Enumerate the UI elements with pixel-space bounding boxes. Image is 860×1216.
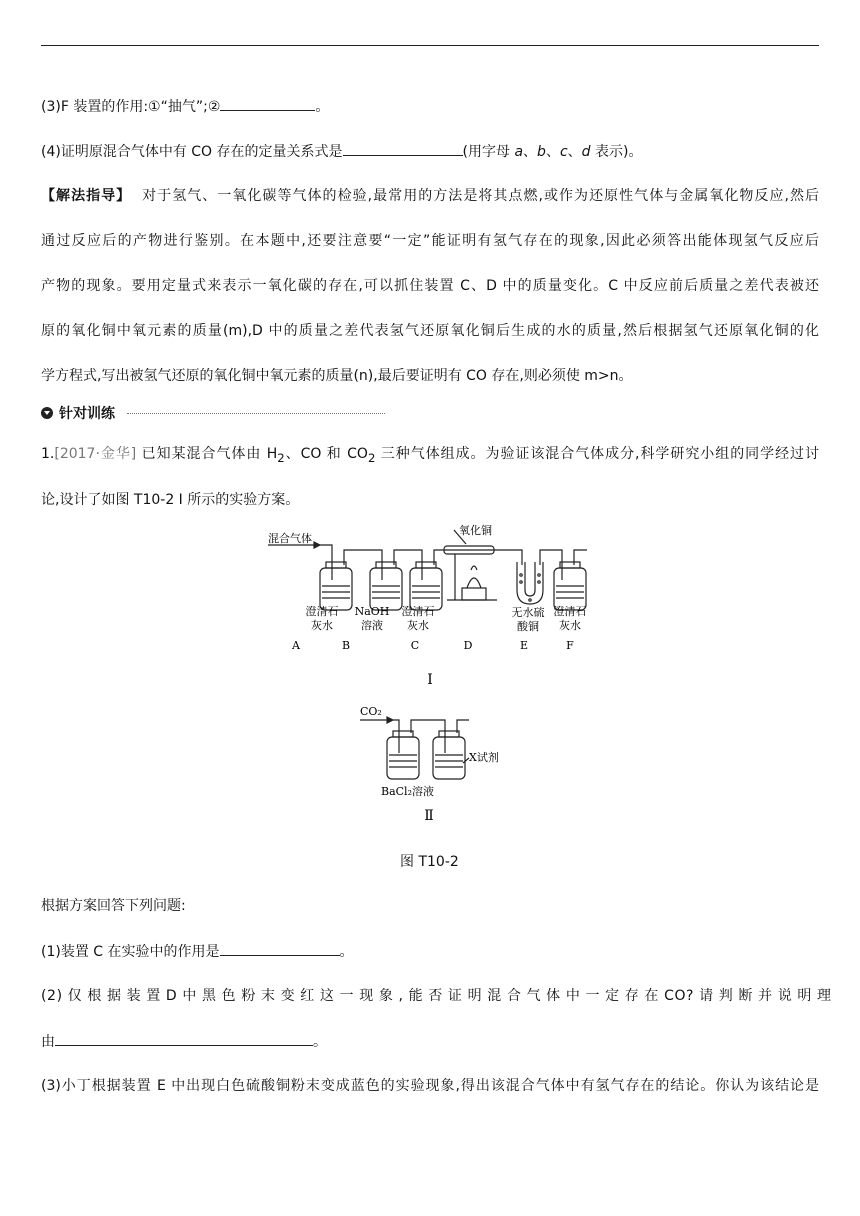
guide-line-3: 产物的现象。要用定量式来表示一氧化碳的存在,可以抓住装置 C、D 中的质量变化。C 中反应前后质量之差代表被还 — [41, 278, 819, 294]
svg-text:无水硫: 无水硫 — [511, 606, 545, 619]
triangle-down-icon — [41, 407, 53, 419]
sub-question-2: (2) 仅 根 据 装 置 D 中 黑 色 粉 末 变 红 这 一 现 象 , 能 否 证 明 混 合 气 体 中 一 定 存 在 CO? 请 判 断 并 说 明 理 — [41, 988, 832, 1004]
svg-text:灰水: 灰水 — [311, 619, 333, 632]
svg-text:溶液: 溶液 — [361, 619, 383, 632]
apparatus-d — [444, 530, 497, 600]
figure-caption: 图 T10-2 — [400, 854, 459, 870]
guide-line-2: 通过反应后的产物进行鉴别。在本题中,还要注意要“一定”能证明有氢气存在的现象,因此必须答出能体现氢气反应后 — [41, 233, 819, 249]
svg-text:C: C — [410, 639, 420, 652]
guide-line-4: 原的氧化铜中氧元素的质量(m),D 中的质量之差代表氢气还原氧化铜后生成的水的质量,然后根据氢气还原氧化铜的化 — [41, 323, 819, 339]
problem-1-line-2: 论,设计了如图 T10-2 Ⅰ 所示的实验方案。 — [41, 492, 300, 508]
guide-label: 【解法指导】 — [41, 188, 132, 204]
svg-text:澄清石: 澄清石 — [401, 605, 435, 618]
svg-text:A: A — [292, 639, 300, 652]
header-rule — [41, 45, 819, 46]
q4-text: (4)证明原混合气体中有 CO 存在的定量关系式是 — [41, 144, 343, 160]
svg-text:澄清石: 澄清石 — [305, 605, 339, 618]
apparatus-e — [517, 562, 543, 604]
svg-text:灰水: 灰水 — [559, 619, 581, 632]
q3-answer-blank[interactable] — [220, 96, 315, 111]
svg-text:E: E — [519, 639, 529, 652]
bottle-f — [554, 562, 586, 610]
sub-question-2-line-2: 由 。 — [41, 1031, 327, 1052]
section-divider — [127, 413, 385, 414]
fig1-roman-label: Ⅰ — [427, 672, 433, 688]
fig2-x-label: X试剂 — [469, 751, 499, 764]
sub-question-3: (3)小丁根据装置 E 中出现白色硫酸铜粉末变成蓝色的实验现象,得出该混合气体中有氢气存在的结论。你认为该结论是 — [41, 1078, 819, 1094]
svg-text:NaOH: NaOH — [354, 605, 390, 618]
sq1-answer-blank[interactable] — [220, 941, 340, 956]
apparatus-figure-2 — [355, 703, 515, 825]
question-3: (3)F 装置的作用:①“抽气”;② 。 — [41, 96, 329, 117]
bottle-b — [370, 562, 402, 610]
sub-question-1: (1)装置 C 在实验中的作用是 。 — [41, 941, 354, 962]
section-heading — [41, 404, 115, 424]
apparatus-figure-1 — [262, 520, 602, 695]
q3-text: (3)F 装置的作用:①“抽气”;② — [41, 99, 221, 115]
sq2-answer-blank[interactable] — [55, 1031, 313, 1046]
q4-answer-blank[interactable] — [343, 141, 463, 156]
fig2-gas-label: CO₂ — [360, 705, 382, 718]
bottle-c — [410, 562, 442, 610]
problem-1-line-1: 1.[2017·金华] 已知某混合气体由 $H_2$、CO 和 $CO_2$ 三种气体组成。为验证该混合气体成分,科学研究小组的同学经过讨 — [41, 446, 819, 465]
bottle-a — [320, 562, 352, 610]
svg-text:F: F — [566, 639, 574, 652]
guide-line-1: 【解法指导】 对于氢气、一氧化碳等气体的检验,最常用的方法是将其点燃,或作为还原性气体与金属氧化物反应,然后 — [41, 188, 819, 204]
problem-source: [2017·金华] — [54, 446, 137, 462]
fig2-bacl2-label: BaCl₂溶液 — [381, 785, 434, 798]
guide-line-5: 学方程式,写出被氢气还原的氧化铜中氧元素的质量(n),最后要证明有 CO 存在,则必须使 m>n。 — [41, 368, 633, 384]
fig2-roman-label: Ⅱ — [424, 808, 434, 824]
svg-text:酸铜: 酸铜 — [517, 620, 539, 633]
svg-text:澄清石: 澄清石 — [553, 605, 587, 618]
section-title: 针对训练 — [59, 406, 115, 422]
fig1-gas-label: 混合气体 — [268, 532, 312, 545]
svg-text:B: B — [341, 639, 351, 652]
answer-intro: 根据方案回答下列问题: — [41, 898, 186, 914]
fig1-cuo-label: 氧化铜 — [459, 524, 492, 537]
svg-text:D: D — [463, 639, 473, 652]
svg-text:灰水: 灰水 — [407, 619, 429, 632]
question-4: (4)证明原混合气体中有 CO 存在的定量关系式是 (用字母 a、b、c、d 表示)。 — [41, 141, 642, 162]
